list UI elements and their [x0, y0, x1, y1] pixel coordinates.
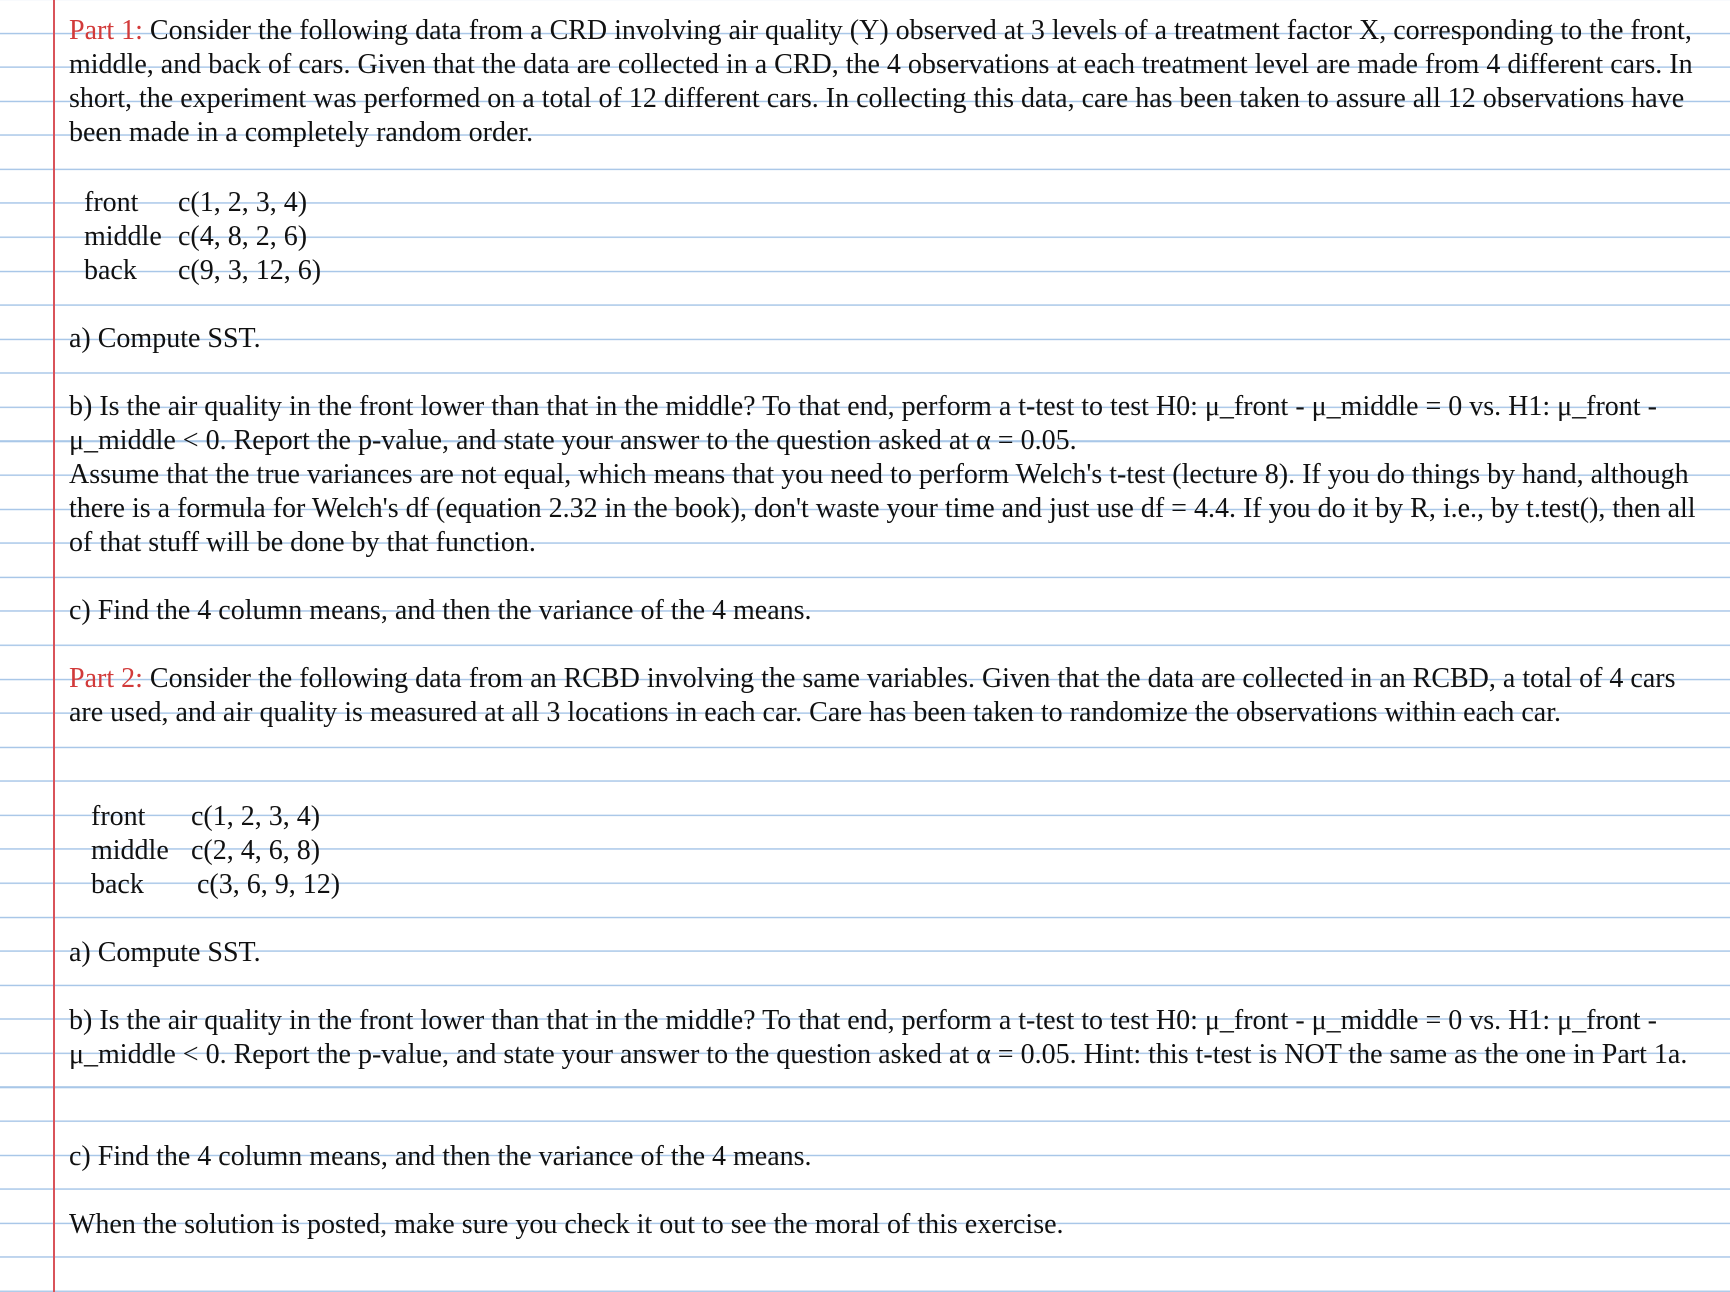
part2-intro-text: Consider the following data from an RCBD involving the same variables. Given that the data are collected in an RCBD, a total of 4 cars are used, and air quality is measured at all 3 locations in each car. Care has been taken to randomize the observations within each car.: [69, 663, 1676, 728]
data-label: front: [84, 187, 139, 218]
data-value: c(1, 2, 3, 4): [191, 801, 321, 832]
part2-question-a: a) Compute SST.: [69, 937, 261, 968]
part1-data-row-front: [84, 186, 1724, 220]
part2-data-block: [91, 800, 1730, 902]
closing-note: When the solution is posted, make sure you check it out to see the moral of this exercise.: [69, 1209, 1064, 1240]
data-value: c(9, 3, 12, 6): [178, 255, 322, 286]
data-label: back: [91, 869, 144, 900]
part1-label: Part 1:: [69, 15, 143, 46]
part2-intro: [69, 662, 1709, 730]
part2-data-row-back: [91, 868, 1730, 902]
data-value: c(4, 8, 2, 6): [178, 221, 308, 252]
data-label: front: [91, 801, 146, 832]
part2-label: Part 2:: [69, 663, 143, 694]
part1-data-block: [84, 186, 1724, 288]
data-value: c(2, 4, 6, 8): [191, 835, 321, 866]
part1-intro: [69, 14, 1709, 150]
part1-question-b-note: Assume that the true variances are not equal, which means that you need to perform Welch's t-test (lecture 8). If you do things by hand, although there is a formula for Welch's df (equation 2.32 in the book), don't waste your time and just use df = 4.4. If you do it by R, i.e., by t.test(), then all of that stuff will be done by that function.: [69, 459, 1696, 558]
part2-data-row-front: [91, 800, 1730, 834]
part1-question-b: b) Is the air quality in the front lower than that in the middle? To that end, perform a t-test to test H0: μ_front - μ_middle = 0 vs. H1: μ_front - μ_middle < 0. Report the p-value, and state your answer to the question asked at α = 0.05. Assume that the true variances are not equal, which means that you need to perform Welch's t-test (lecture 8). If you do things by hand, although there is a formula for Welch's df (equation 2.32 in the book), don't waste your time and just use df = 4.4. If you do it by R, i.e., by t.test(), then all of that stuff will be done by that function.: [69, 390, 1709, 560]
part2-question-b: b) Is the air quality in the front lower than that in the middle? To that end, perform a t-test to test H0: μ_front - μ_middle = 0 vs. H1: μ_front - μ_middle < 0. Report the p-value, and state your answer to the question asked at α = 0.05. Hint: this t-test is NOT the same as the one in Part 1a.: [69, 1005, 1688, 1070]
part1-question-c: c) Find the 4 column means, and then the variance of the 4 means.: [69, 595, 812, 626]
data-label: back: [84, 255, 137, 286]
data-value: c(1, 2, 3, 4): [178, 187, 308, 218]
part2-data-row-middle: [91, 834, 1730, 868]
part1-question-a: a) Compute SST.: [69, 323, 261, 354]
part1-data-row-middle: [84, 220, 1724, 254]
data-label: middle: [84, 221, 162, 252]
part1-data-row-back: [84, 254, 1724, 288]
data-value: c(3, 6, 9, 12): [197, 869, 341, 900]
part1-intro-text: Consider the following data from a CRD involving air quality (Y) observed at 3 levels of a treatment factor X, corresponding to the front, middle, and back of cars. Given that the data are collected in a CRD, the 4 observations at each treatment level are made from 4 different cars. In short, the experiment was performed on a total of 12 different cars. In collecting this data, care has been taken to assure all 12 observations have been made in a completely random order.: [69, 15, 1693, 148]
part2-question-c: c) Find the 4 column means, and then the variance of the 4 means.: [69, 1141, 812, 1172]
data-label: middle: [91, 835, 169, 866]
notebook-margin-line: [53, 0, 55, 1292]
